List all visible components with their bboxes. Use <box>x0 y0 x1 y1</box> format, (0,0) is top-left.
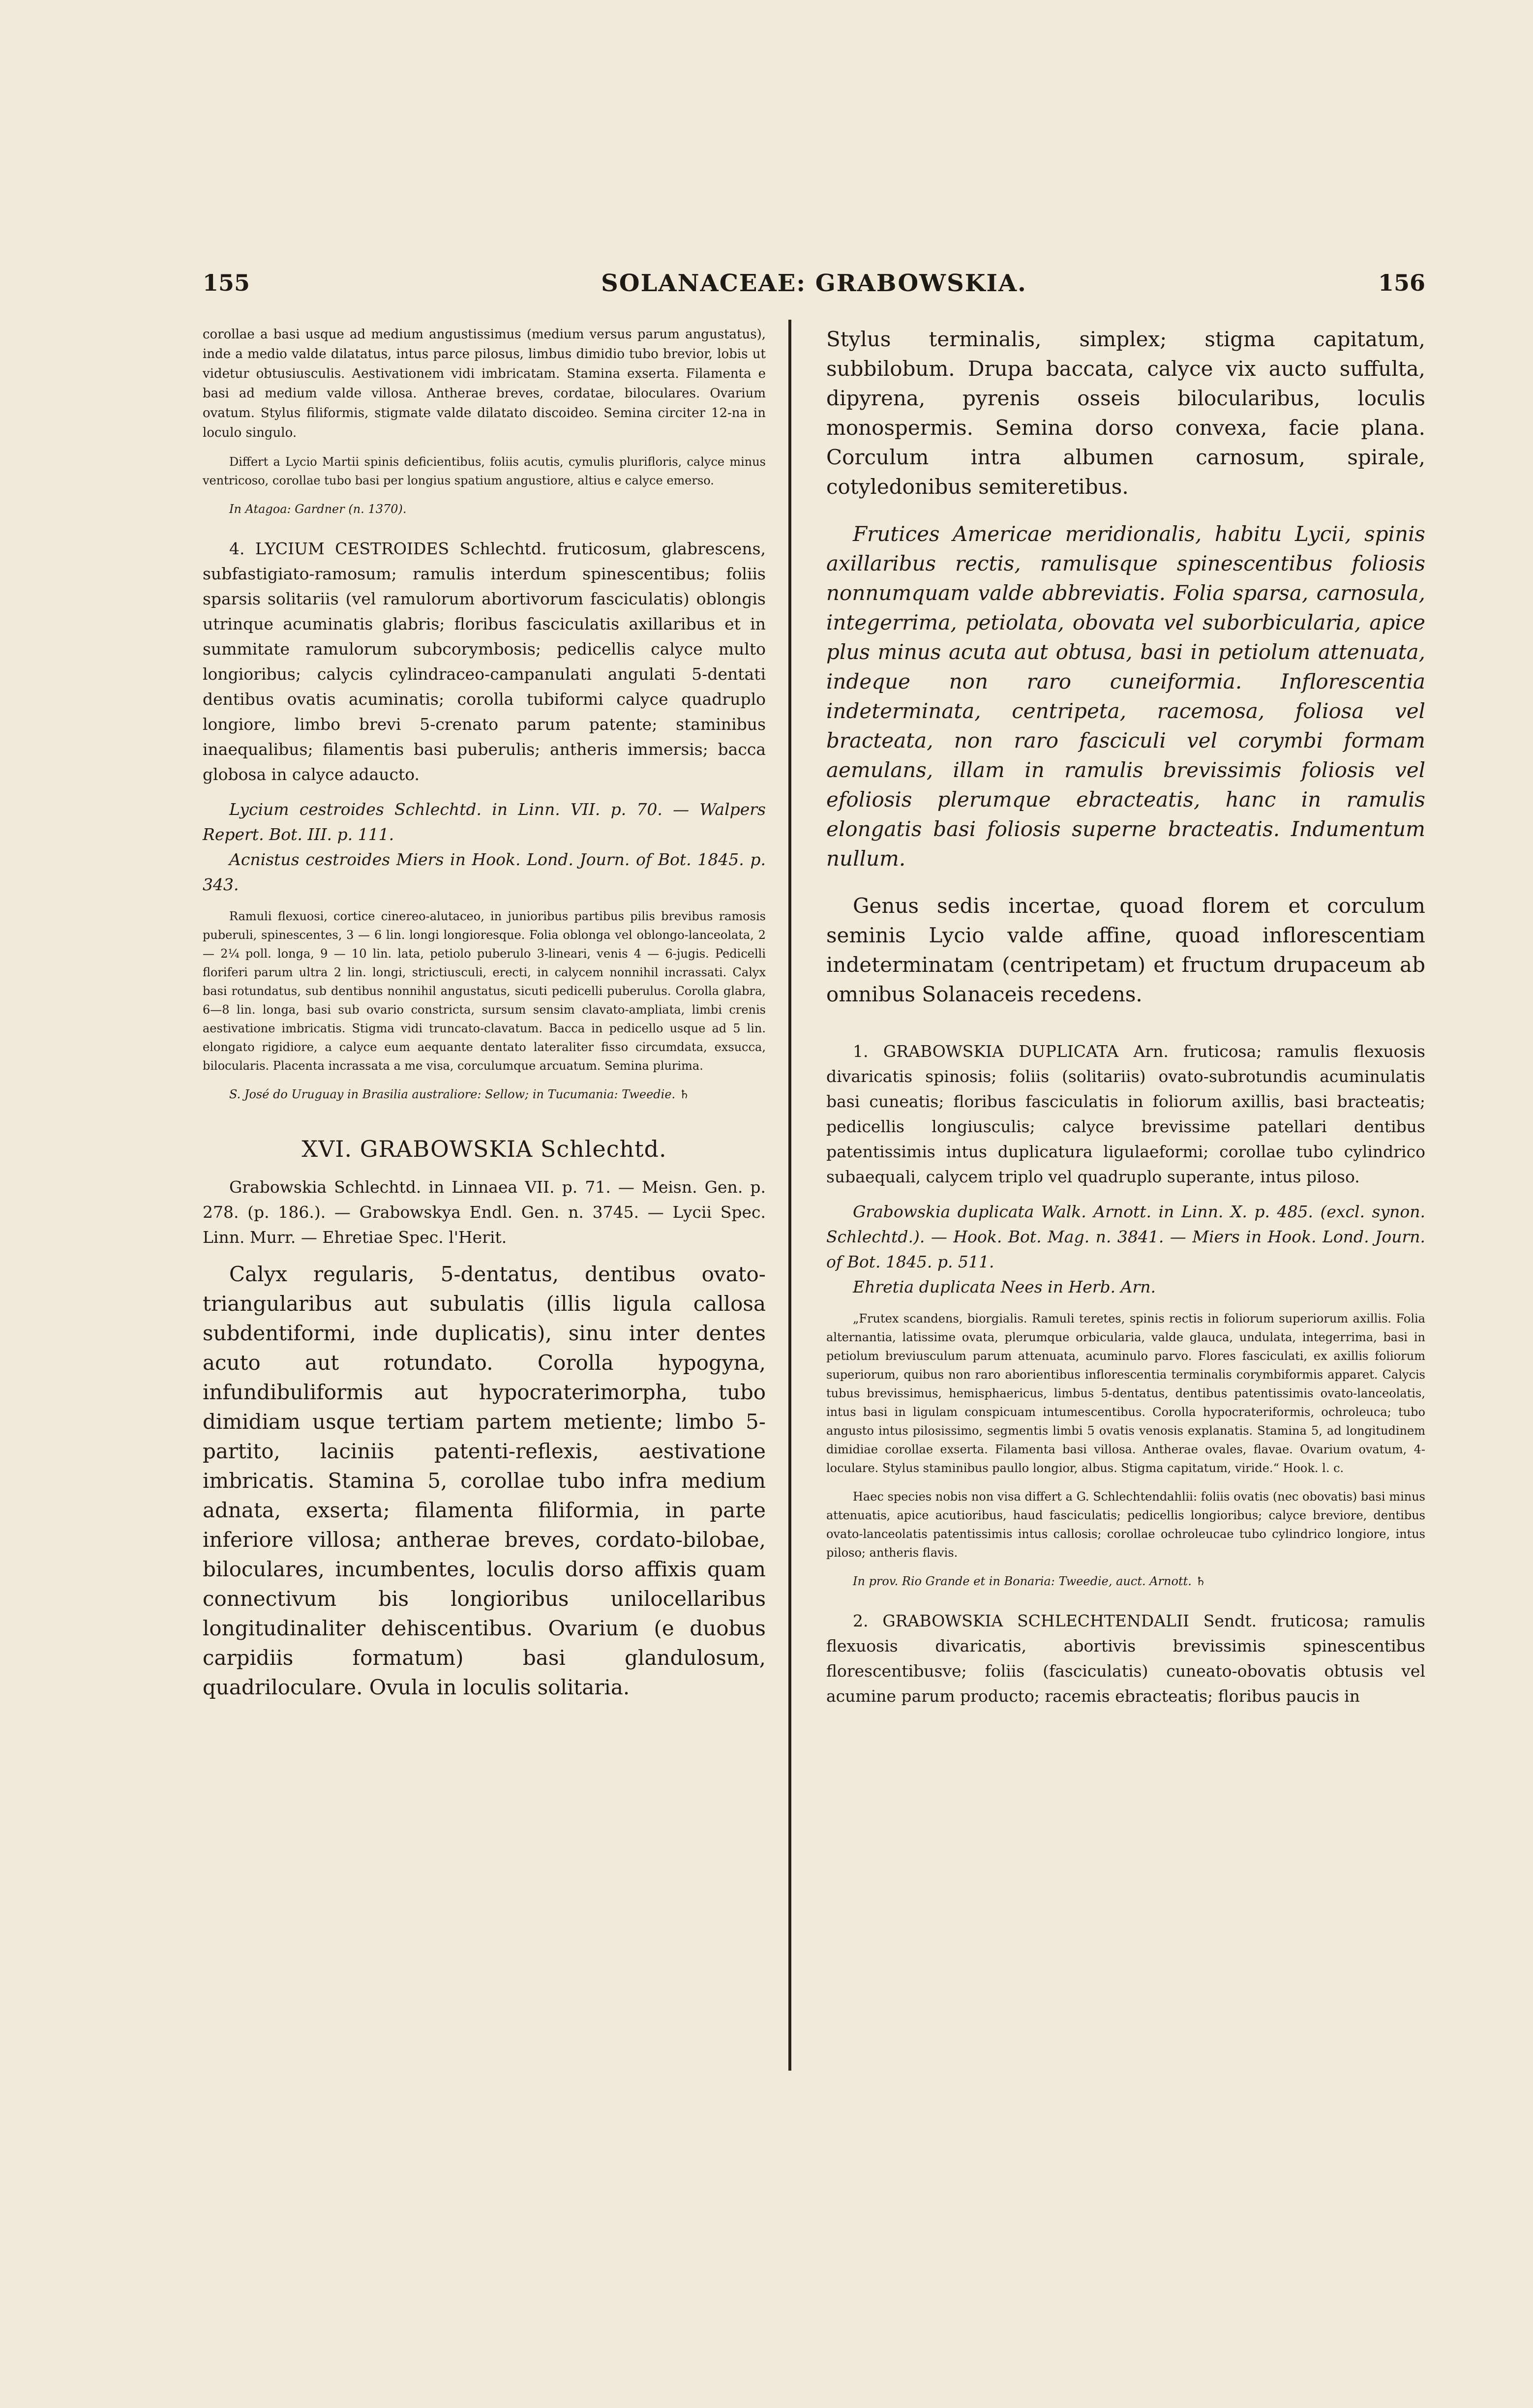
species-1-description: „Frutex scandens, biorgialis. Ramuli teretes, spinis rectis in foliorum superiorum axillis. Folia alternantia, latissime ovata, plerumque orbicularia, valde glauca, undulata, integerrima, basi in petiolum breviusculum parum attenuata, acuminulo parvo. Flores fasciculati, ex axillis foliorum superiorum, quibus non raro aborientibus inflorescentia terminalis corymbiformis apparet. Calycis tubus brevissimus, hemisphaericus, limbus 5-dentatus, dentibus patentissimis ovato-lanceolatis, intus basi in ligulam conspicuam intumescentibus. Corolla hypocrateriformis, ochroleuca; tubo angusto intus pilosissimo, segmentis limbi 5 ovatis venosis explanatis. Stamina 5, ad longitudinem dimidiae corollae exserta. Filamenta basi villosa. Antherae ovales, flavae. Ovarium ovatum, 4-loculare. Stylus staminibus paullo longior, albus. Stigma capitatum, viride.“ Hook. l. c. <box>826 1312 1425 1475</box>
paragraph-lycium-continued: corollae a basi usque ad medium angustissimus (medium versus parum angustatus), inde a medio valde dilatatus, intus parce pilosus, limbus dimidio tubo brevior, lobis ut videtur obtusiusculis. Aestivationem vidi imbricatam. Stamina exserta. Filamenta e basi ad medium valde villosa. Antherae breves, cordatae, biloculares. Ovarium ovatum. Stylus filiformis, stigmate valde dilatato discoideo. Semina circiter 12-na in loculo singulo. <box>203 327 766 440</box>
species-1-diagnosis: 1. GRABOWSKIA DUPLICATA Arn. fruticosa; ramulis flexuosis divaricatis spinosis; foliis (solitariis) ovato-subrotundis acuminulatis basi cuneatis; floribus fasciculatis in foliorum axillis, basi bracteatis; pedicellis longiusculis; calyce brevissime patellari dentibus patentissimis intus duplicatura ligulaeformi; corollae tubo cylindrico subaequali, calycem triplo vel quadruplo superante, intus piloso. <box>826 1042 1425 1186</box>
species-4-citation-b: Acnistus cestroides Miers in Hook. Lond. Journ. of Bot. 1845. p. 343. <box>203 850 766 894</box>
species-4-citation-a: Lycium cestroides Schlechtd. in Linn. VII. p. 70. — Walpers Repert. Bot. III. p. 111. <box>203 800 766 844</box>
genus-description-continued: Stylus terminalis, simplex; stigma capitatum, subbilobum. Drupa baccata, calyce vix aucto suffulta, dipyrena, pyrenis osseis bilocularibus, loculis monospermis. Semina dorso convexa, facie plana. Corculum intra albumen carnosum, spirale, cotyledonibus semiteretibus. <box>826 327 1425 499</box>
locality-note: In Atagoa: Gardner (n. 1370). <box>229 502 407 516</box>
species-4-locality: S. José do Uruguay in Brasilia australiore: Sellow; in Tucumania: Tweedie. ♄ <box>229 1087 690 1101</box>
genus-citation: Grabowskia Schlechtd. in Linnaea VII. p. 71. — Meisn. Gen. p. 278. (p. 186.). — Grabowskya Endl. Gen. n. 3745. — Lycii Spec. Linn. Murr. — Ehretiae Spec. l'Herit. <box>203 1177 766 1247</box>
species-1-note: Haec species nobis non visa differt a G. Schlechtendahlii: foliis ovatis (nec obovatis) basi minus attenuatis, apice acutioribus, haud fasciculatis; pedicellis longioribus; calyce breviore, dentibus ovato-lanceolatis patentissimis intus callosis; corollae ochroleucae tubo cylindrico longiore, intus piloso; antheris flavis. <box>826 1490 1425 1560</box>
right-column <box>826 325 1425 1709</box>
species-2-diagnosis: 2. GRABOWSKIA SCHLECHTENDALII Sendt. fruticosa; ramulis flexuosis divaricatis, abortivis brevissimis spinescentibus florescentibusve; foliis (fasciculatis) cuneato-obovatis obtusis vel acumine parum producto; racemis ebracteatis; floribus paucis in <box>826 1611 1425 1706</box>
genus-description: Calyx regularis, 5-dentatus, dentibus ovato-triangularibus aut subulatis (illis ligula callosa subdentiformi, inde duplicatis), sinu inter dentes acuto aut rotundato. Corolla hypogyna, infundibuliformis aut hypocraterimorpha, tubo dimidiam usque tertiam partem metiente; limbo 5-partito, laciniis patenti-reflexis, aestivatione imbricatis. Stamina 5, corollae tubo infra medium adnata, exserta; filamenta filiformia, in parte inferiore villosa; antherae breves, cordato-bilobae, biloculares, incumbentes, loculis dorso affixis quam connectivum bis longioribus unilocellaribus longitudinaliter dehiscentibus. Ovarium (e duobus carpidiis formatum) basi glandulosum, quadriloculare. Ovula in loculis solitaria. <box>203 1262 766 1699</box>
page-number-right: 156 <box>1378 270 1425 296</box>
column-divider <box>788 320 791 2071</box>
left-column <box>203 325 766 1702</box>
species-4-diagnosis: 4. LYCIUM CESTROIDES Schlechtd. fruticosum, glabrescens, subfastigiato-ramosum; ramulis interdum spinescentibus; foliis sparsis solitariis (vel ramulorum abortivorum fasciculatis) oblongis utrinque acuminatis glabris; floribus fasciculatis axillaribus et in summitate ramulorum subcorymbosis; pedicellis calyce multo longioribus; calycis cylindraceo-campanulati angulati 5-dentati dentibus ovatis acuminatis; corolla tubiformi calyce quadruplo longiore, limbo brevi 5-crenato parum patente; staminibus inaequalibus; filamentis basi puberulis; antheris immersis; bacca globosa in calyce adaucto. <box>203 539 766 784</box>
page-number-left: 155 <box>203 270 250 296</box>
differential-note: Differt a Lycio Martii spinis deficientibus, foliis acutis, cymulis plurifloris, calyce minus ventricoso, corollae tubo basi per longius spatium angustiore, altius e calyce emerso. <box>203 455 766 487</box>
species-1-locality: In prov. Rio Grande et in Bonaria: Tweedie, auct. Arnott. ♄ <box>853 1574 1206 1588</box>
species-4-description: Ramuli flexuosi, cortice cinereo-alutaceo, in junioribus partibus pilis brevibus ramosis puberuli, spinescentes, 3 — 6 lin. longi longioresque. Folia oblonga vel oblongo-lanceolata, 2 — 2¼ poll. longa, 9 — 10 lin. lata, petiolo puberulo 3-lineari, venis 4 — 6-jugis. Pedicelli floriferi parum ultra 2 lin. longi, strictiusculi, erecti, in calycem nonnihil incrassati. Calyx basi rotundatus, sub dentibus nonnihil angustatus, sicuti pedicelli puberulus. Corolla glabra, 6—8 lin. longa, basi sub ovario constricta, sursum sensim clavato-ampliata, limbi crenis aestivatione imbricatis. Stigma vidi truncato-clavatum. Bacca in pedicello usque ad 5 lin. elongato rigidiore, a calyce eum aequante dentato lateraliter fisso circumdata, exsucca, bilocularis. Placenta incrassata a me visa, corculumque arcuatum. Semina plurima. <box>203 909 766 1073</box>
running-title: SOLANACEAE: GRABOWSKIA. <box>601 270 1027 297</box>
species-1-citation-b: Ehretia duplicata Nees in Herb. Arn. <box>853 1277 1156 1296</box>
genus-habit: Frutices Americae meridionalis, habitu Lycii, spinis axillaribus rectis, ramulisque spinescentibus foliosis nonnumquam valde abbreviatis. Folia sparsa, carnosula, integerrima, petiolata, obovata vel suborbicularia, apice plus minus acuta aut obtusa, basi in petiolum attenuata, indeque non raro cuneiformia. Inflorescentia indeterminata, centripeta, racemosa, foliosa vel bracteata, non raro fasciculi vel corymbi formam aemulans, illam in ramulis brevissimis foliosis vel efoliosis plerumque ebracteatis, hanc in ramulis elongatis basi foliosis superne bracteatis. Indumentum nullum. <box>826 522 1425 871</box>
genus-remark: Genus sedis incertae, quoad florem et corculum seminis Lycio valde affine, quoad inflorescentiam indeterminatam (centripetam) et fructum drupaceum ab omnibus Solanaceis recedens. <box>826 894 1425 1006</box>
page-header <box>203 270 1425 309</box>
species-1-citation-a: Grabowskia duplicata Walk. Arnott. in Linn. X. p. 485. (excl. synon. Schlechtd.). — Hook. Bot. Mag. n. 3841. — Miers in Hook. Lond. Journ. of Bot. 1845. p. 511. <box>826 1202 1425 1271</box>
genus-heading: XVI. GRABOWSKIA Schlechtd. <box>301 1136 667 1162</box>
